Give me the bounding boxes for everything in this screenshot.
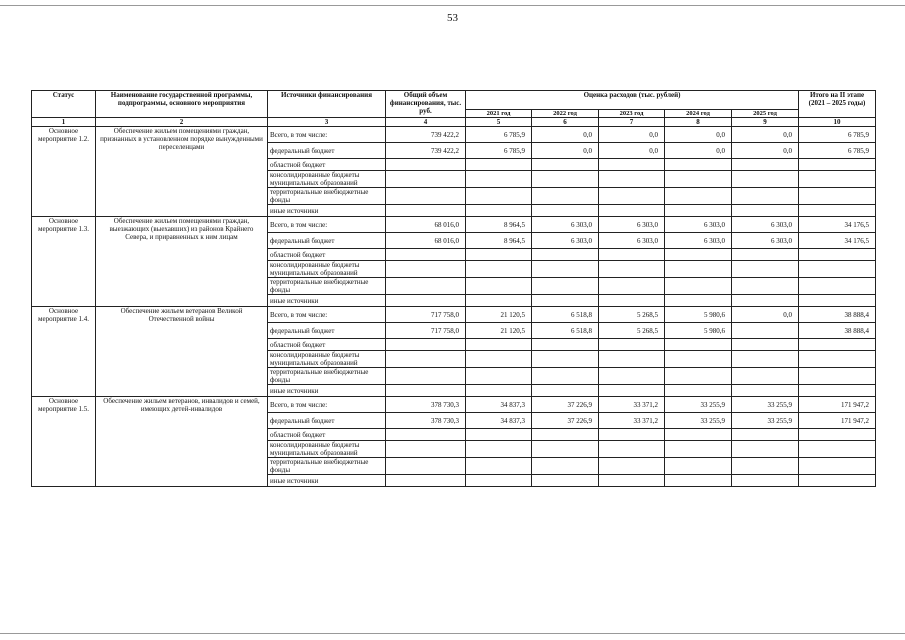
row-value (732, 278, 799, 295)
row-status: Основное мероприятие 1.5. (32, 397, 96, 487)
header-name: Наименование государственной программы, подпрограммы, основного мероприятия (96, 91, 268, 118)
header-row (32, 91, 876, 110)
row-value: 33 371,2 (599, 413, 665, 429)
row-value: 68 016,0 (386, 233, 466, 249)
row-value (532, 385, 599, 397)
row-name: Обеспечение жильем ветеранов, инвалидов и семей, имеющих детей-инвалидов (96, 397, 268, 487)
row-value (665, 261, 732, 278)
row-value: 33 255,9 (732, 413, 799, 429)
row-value: 0,0 (532, 127, 599, 143)
row-value (665, 429, 732, 441)
row-value: 5 268,5 (599, 323, 665, 339)
row-name: Обеспечение жильем помещениями граждан, выезжающих (выехавших) из районов Крайнего Севера, и приравненных к ним лицам (96, 217, 268, 307)
header-status: Статус (32, 91, 96, 118)
row-value (466, 278, 532, 295)
row-value (532, 429, 599, 441)
row-value (386, 261, 466, 278)
column-number: 2 (96, 118, 268, 127)
row-source: иные источники (268, 295, 386, 307)
row-value: 6 303,0 (599, 217, 665, 233)
row-value (665, 475, 732, 487)
row-value: 6 785,9 (799, 143, 876, 159)
row-value (599, 339, 665, 351)
row-value (466, 261, 532, 278)
row-value (732, 441, 799, 458)
row-source: консолидированные бюджеты муниципальных образований (268, 171, 386, 188)
row-value (532, 249, 599, 261)
row-value (599, 205, 665, 217)
row-value (799, 205, 876, 217)
row-value (799, 475, 876, 487)
financing-table (31, 90, 876, 487)
row-value (732, 351, 799, 368)
row-value (466, 205, 532, 217)
row-source: федеральный бюджет (268, 323, 386, 339)
row-value (665, 295, 732, 307)
row-value: 0,0 (732, 127, 799, 143)
row-value (532, 171, 599, 188)
row-value: 717 758,0 (386, 323, 466, 339)
row-status: Основное мероприятие 1.3. (32, 217, 96, 307)
row-value (665, 351, 732, 368)
header-itogo: Итого на II этапе (2021 – 2025 годы) (799, 91, 876, 118)
row-value: 6 785,9 (466, 143, 532, 159)
row-value (665, 458, 732, 475)
row-value (665, 188, 732, 205)
row-value (466, 351, 532, 368)
row-value: 33 255,9 (665, 397, 732, 413)
row-source: Всего, в том числе: (268, 307, 386, 323)
row-source: федеральный бюджет (268, 233, 386, 249)
row-value (532, 458, 599, 475)
row-value (799, 261, 876, 278)
row-value (665, 441, 732, 458)
row-value (732, 249, 799, 261)
row-value (532, 475, 599, 487)
row-value (799, 159, 876, 171)
row-value (799, 385, 876, 397)
row-name: Обеспечение жильем помещениями граждан, признанных в установленном порядке вынужденными переселенцами (96, 127, 268, 217)
row-value (799, 441, 876, 458)
row-value (466, 458, 532, 475)
row-value: 6 303,0 (665, 217, 732, 233)
row-value: 34 837,3 (466, 397, 532, 413)
row-source: областной бюджет (268, 339, 386, 351)
page-number: 53 (447, 12, 458, 24)
header-year: 2025 год (732, 110, 799, 118)
row-value (799, 351, 876, 368)
row-value (599, 475, 665, 487)
row-value: 5 980,6 (665, 307, 732, 323)
row-source: консолидированные бюджеты муниципальных образований (268, 441, 386, 458)
row-value (732, 475, 799, 487)
row-value (466, 188, 532, 205)
bottom-rule (0, 633, 905, 634)
row-value: 37 226,9 (532, 397, 599, 413)
row-value (386, 339, 466, 351)
row-source: федеральный бюджет (268, 413, 386, 429)
column-number: 5 (466, 118, 532, 127)
row-source: иные источники (268, 385, 386, 397)
row-value (799, 429, 876, 441)
row-value (732, 339, 799, 351)
row-value: 0,0 (732, 143, 799, 159)
row-value (386, 475, 466, 487)
row-value (599, 458, 665, 475)
row-value (386, 171, 466, 188)
row-value: 717 758,0 (386, 307, 466, 323)
row-value (799, 339, 876, 351)
row-value: 739 422,2 (386, 127, 466, 143)
row-value (386, 385, 466, 397)
row-value (466, 249, 532, 261)
row-value (799, 278, 876, 295)
row-status: Основное мероприятие 1.2. (32, 127, 96, 217)
row-name: Обеспечение жильем ветеранов Великой Отечественной войны (96, 307, 268, 397)
row-value: 68 016,0 (386, 217, 466, 233)
row-value (532, 278, 599, 295)
row-value: 5 980,6 (665, 323, 732, 339)
row-value (599, 441, 665, 458)
row-value (665, 205, 732, 217)
header-year: 2021 год (466, 110, 532, 118)
column-number-row (32, 118, 876, 127)
row-value (732, 385, 799, 397)
row-value: 0,0 (599, 143, 665, 159)
row-source: иные источники (268, 205, 386, 217)
header-year: 2022 год (532, 110, 599, 118)
row-value (466, 295, 532, 307)
row-source: консолидированные бюджеты муниципальных образований (268, 261, 386, 278)
row-value: 171 947,2 (799, 397, 876, 413)
row-value (732, 295, 799, 307)
row-value (466, 159, 532, 171)
row-value (466, 429, 532, 441)
row-value: 5 268,5 (599, 307, 665, 323)
row-value: 0,0 (599, 127, 665, 143)
row-value (665, 278, 732, 295)
row-source: территориальные внебюджетные фонды (268, 368, 386, 385)
table-row (32, 217, 876, 233)
row-value: 739 422,2 (386, 143, 466, 159)
table-row (32, 397, 876, 413)
row-value (732, 205, 799, 217)
row-value: 8 964,5 (466, 233, 532, 249)
row-value (466, 385, 532, 397)
row-value (799, 188, 876, 205)
row-value: 378 730,3 (386, 397, 466, 413)
row-value (799, 368, 876, 385)
row-value (466, 368, 532, 385)
row-value (386, 159, 466, 171)
row-value (799, 458, 876, 475)
row-value (599, 159, 665, 171)
row-value: 6 518,8 (532, 307, 599, 323)
row-value (532, 261, 599, 278)
row-value (386, 205, 466, 217)
row-value: 38 888,4 (799, 307, 876, 323)
table-row (32, 307, 876, 323)
row-value (532, 351, 599, 368)
row-value: 33 255,9 (665, 413, 732, 429)
row-value (386, 458, 466, 475)
row-value: 6 785,9 (799, 127, 876, 143)
row-value: 6 303,0 (732, 217, 799, 233)
row-value (532, 159, 599, 171)
row-value (599, 368, 665, 385)
row-value: 33 255,9 (732, 397, 799, 413)
column-number: 7 (599, 118, 665, 127)
row-value (599, 278, 665, 295)
row-value: 0,0 (532, 143, 599, 159)
row-source: Всего, в том числе: (268, 217, 386, 233)
row-value (799, 249, 876, 261)
row-source: территориальные внебюджетные фонды (268, 278, 386, 295)
row-value (599, 385, 665, 397)
row-source: областной бюджет (268, 429, 386, 441)
row-value (532, 295, 599, 307)
row-value: 6 303,0 (532, 217, 599, 233)
row-value (386, 295, 466, 307)
column-number: 9 (732, 118, 799, 127)
header-estimate: Оценка расходов (тыс. рублей) (466, 91, 799, 110)
row-value (386, 249, 466, 261)
row-value (599, 429, 665, 441)
row-value: 21 120,5 (466, 323, 532, 339)
row-value (599, 261, 665, 278)
row-value: 34 176,5 (799, 233, 876, 249)
row-value (386, 351, 466, 368)
row-value (799, 295, 876, 307)
row-value (665, 171, 732, 188)
row-value (599, 295, 665, 307)
row-value (732, 368, 799, 385)
row-value (386, 278, 466, 295)
row-value (466, 441, 532, 458)
table-body (32, 127, 876, 487)
row-value: 8 964,5 (466, 217, 532, 233)
row-source: областной бюджет (268, 159, 386, 171)
row-value (532, 205, 599, 217)
row-value (466, 171, 532, 188)
row-value: 33 371,2 (599, 397, 665, 413)
row-value (466, 475, 532, 487)
top-rule (0, 5, 905, 6)
row-value (732, 458, 799, 475)
row-value: 6 785,9 (466, 127, 532, 143)
row-value (532, 339, 599, 351)
row-value (732, 429, 799, 441)
row-source: Всего, в том числе: (268, 397, 386, 413)
row-value (732, 159, 799, 171)
row-value: 34 176,5 (799, 217, 876, 233)
row-value (665, 385, 732, 397)
row-value: 0,0 (732, 307, 799, 323)
table-row (32, 127, 876, 143)
column-number: 4 (386, 118, 466, 127)
row-source: территориальные внебюджетные фонды (268, 188, 386, 205)
row-value: 0,0 (665, 127, 732, 143)
row-value (532, 441, 599, 458)
row-value: 34 837,3 (466, 413, 532, 429)
row-value (799, 171, 876, 188)
row-value (599, 351, 665, 368)
row-source: консолидированные бюджеты муниципальных образований (268, 351, 386, 368)
row-value (665, 368, 732, 385)
header-total: Общий объем финансирования, тыс. руб. (386, 91, 466, 118)
row-value: 21 120,5 (466, 307, 532, 323)
row-source: территориальные внебюджетные фонды (268, 458, 386, 475)
header-year: 2023 год (599, 110, 665, 118)
row-source: федеральный бюджет (268, 143, 386, 159)
row-status: Основное мероприятие 1.4. (32, 307, 96, 397)
row-value (665, 249, 732, 261)
row-value (732, 188, 799, 205)
header-sources: Источники финансирования (268, 91, 386, 118)
row-value: 6 303,0 (665, 233, 732, 249)
row-value: 6 303,0 (732, 233, 799, 249)
column-number: 3 (268, 118, 386, 127)
row-value: 6 303,0 (532, 233, 599, 249)
column-number: 6 (532, 118, 599, 127)
row-value (732, 261, 799, 278)
column-number: 10 (799, 118, 876, 127)
row-value: 37 226,9 (532, 413, 599, 429)
row-value: 38 888,4 (799, 323, 876, 339)
column-number: 1 (32, 118, 96, 127)
row-value: 171 947,2 (799, 413, 876, 429)
row-value (386, 441, 466, 458)
row-value: 378 730,3 (386, 413, 466, 429)
row-value (532, 188, 599, 205)
row-value: 0,0 (665, 143, 732, 159)
row-value: 6 303,0 (599, 233, 665, 249)
row-value (386, 429, 466, 441)
row-value (665, 339, 732, 351)
column-number: 8 (665, 118, 732, 127)
row-value (386, 368, 466, 385)
row-value (732, 171, 799, 188)
row-value (386, 188, 466, 205)
row-source: иные источники (268, 475, 386, 487)
row-value (665, 159, 732, 171)
row-value (732, 323, 799, 339)
row-value (532, 368, 599, 385)
row-value (466, 339, 532, 351)
row-value (599, 188, 665, 205)
row-source: областной бюджет (268, 249, 386, 261)
row-value (599, 249, 665, 261)
header-year: 2024 год (665, 110, 732, 118)
row-source: Всего, в том числе: (268, 127, 386, 143)
row-value (599, 171, 665, 188)
row-value: 6 518,8 (532, 323, 599, 339)
